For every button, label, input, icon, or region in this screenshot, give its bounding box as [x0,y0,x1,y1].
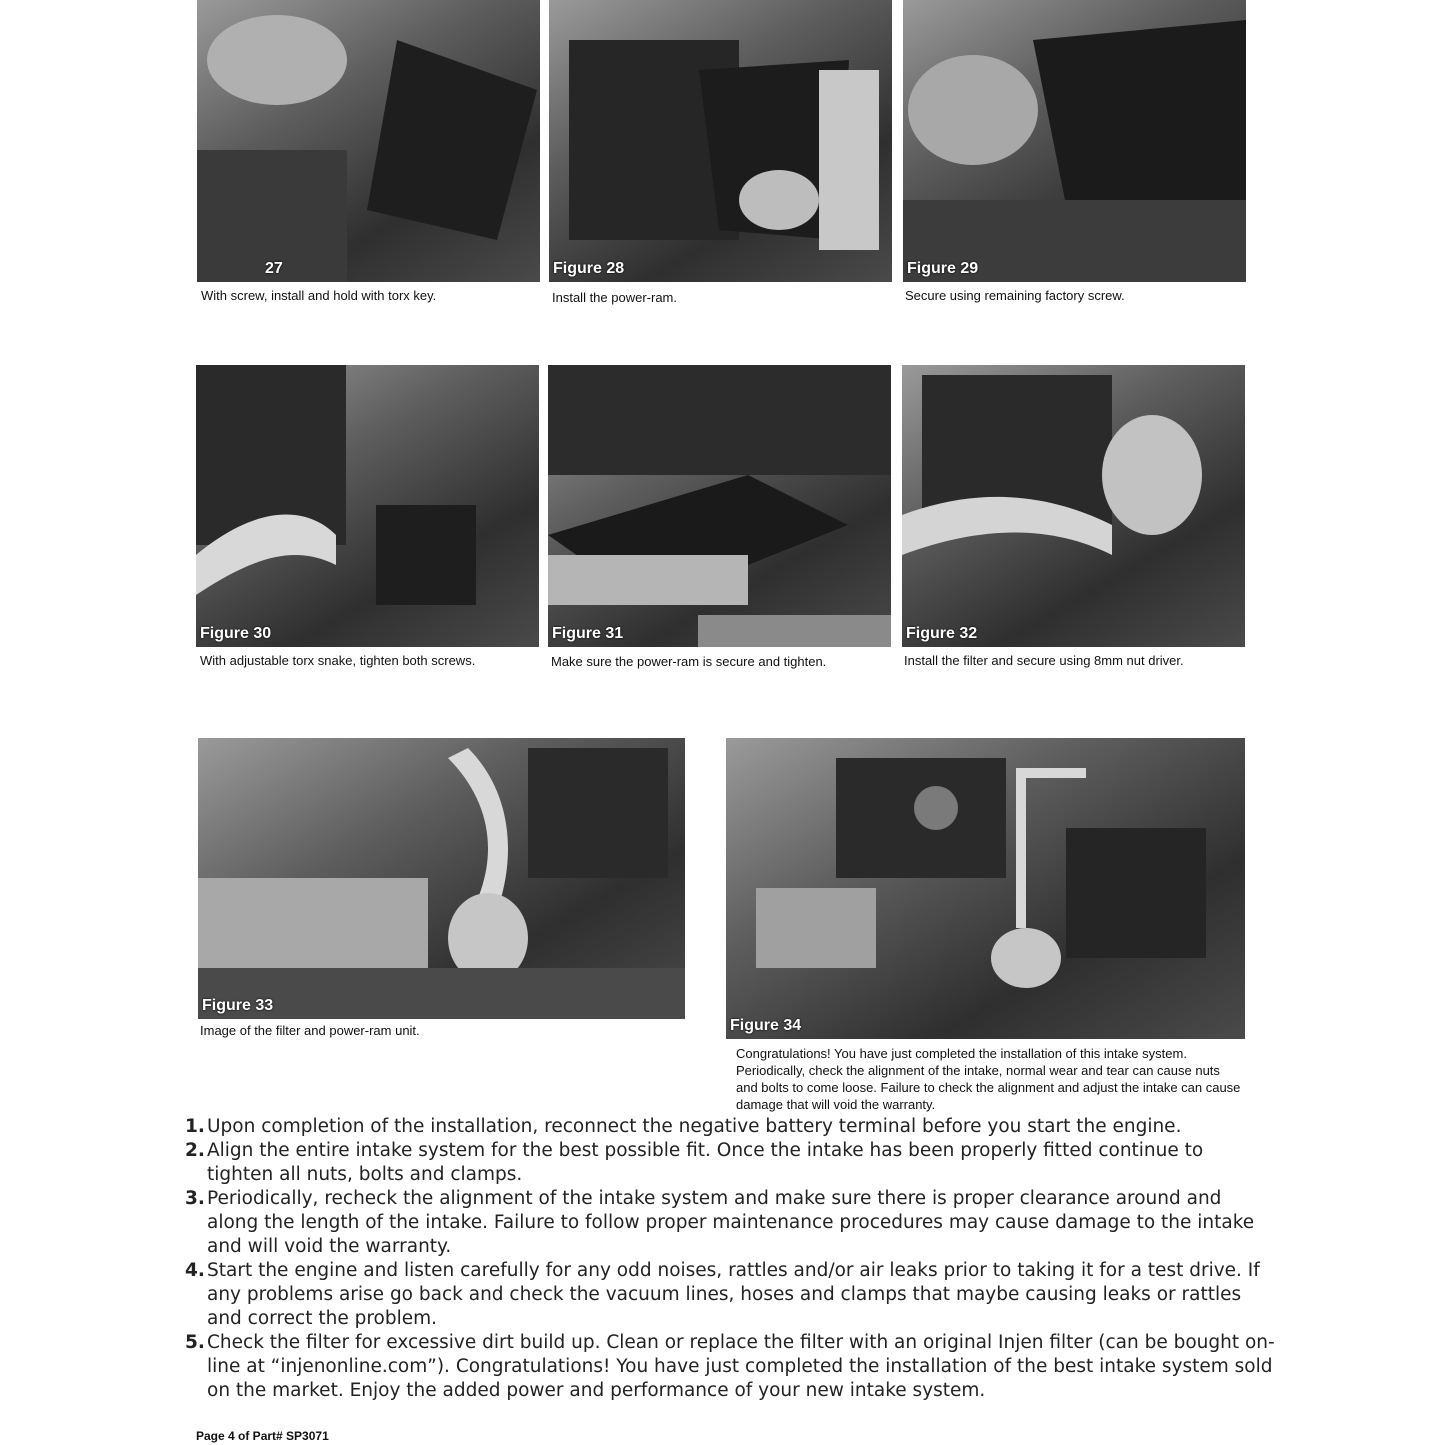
page-footer: Page 4 of Part# SP3071 [196,1429,329,1443]
step-5-text: Check the filter for excessive dirt build up. Clean or replace the filter with an original Injen filter (can be bought on-line at “injenonline.com”). Congratulations! You have just completed the installation of the best intake system sold on the market. Enjoy the added power and performance of your new intake system. [207,1332,1275,1401]
step-4 [185,1259,1275,1331]
figure-34-caption: Congratulations! You have just completed the installation of this intake system. Periodically, check the alignment of the intake, normal wear and tear can cause nuts and bolts to come loose. Failure to check the alignment and adjust the intake can cause damage that will void the warranty. [736,1046,1241,1112]
figure-27-label: 27 [265,260,283,277]
figure-28-label: Figure 28 [553,260,625,277]
figure-30-label: Figure 30 [200,625,272,642]
figure-34-photo [726,738,1245,1039]
figure-32-caption: Install the filter and secure using 8mm nut driver. [904,653,1184,668]
step-5-number: 5. [185,1332,205,1353]
step-3 [185,1187,1275,1259]
figure-32-label: Figure 32 [906,625,978,642]
installation-steps [185,1115,1275,1403]
figure-28-caption: Install the power-ram. [552,290,677,305]
step-3-number: 3. [185,1188,205,1209]
step-5 [185,1331,1275,1403]
figure-32-photo [902,365,1245,647]
step-2-text: Align the entire intake system for the best possible fit. Once the intake has been properly fitted continue to tighten all nuts, bolts and clamps. [207,1140,1204,1185]
figure-33-label: Figure 33 [202,997,274,1014]
step-1-text: Upon completion of the installation, reconnect the negative battery terminal before you start the engine. [207,1116,1182,1137]
figure-30-photo [196,365,539,647]
step-4-text: Start the engine and listen carefully for any odd noises, rattles and/or air leaks prior to taking it for a test drive. If any problems arise go back and check the vacuum lines, hoses and clamps that maybe causing leaks or rattles and correct the problem. [207,1260,1260,1329]
figure-29-label: Figure 29 [907,260,979,277]
figure-31-photo [548,365,891,647]
step-4-number: 4. [185,1260,205,1281]
figure-33-caption: Image of the filter and power-ram unit. [200,1023,420,1038]
figure-31-label: Figure 31 [552,625,624,642]
figure-31-caption: Make sure the power-ram is secure and tighten. [551,654,827,669]
figure-29-caption: Secure using remaining factory screw. [905,288,1125,303]
step-1 [185,1115,1275,1139]
figure-33-photo [198,738,685,1019]
step-3-text: Periodically, recheck the alignment of the intake system and make sure there is proper clearance around and along the length of the intake. Failure to follow proper maintenance procedures may cause damage to the intake and will void the warranty. [207,1188,1255,1257]
step-1-number: 1. [185,1116,205,1137]
step-2 [185,1139,1275,1187]
figure-34-label: Figure 34 [730,1017,802,1034]
figure-27-caption: With screw, install and hold with torx key. [201,288,437,303]
figure-30-caption: With adjustable torx snake, tighten both screws. [200,653,476,668]
figure-29-photo [903,0,1246,282]
figure-27-photo [197,0,540,282]
figure-28-photo [549,0,892,282]
step-2-number: 2. [185,1140,205,1161]
